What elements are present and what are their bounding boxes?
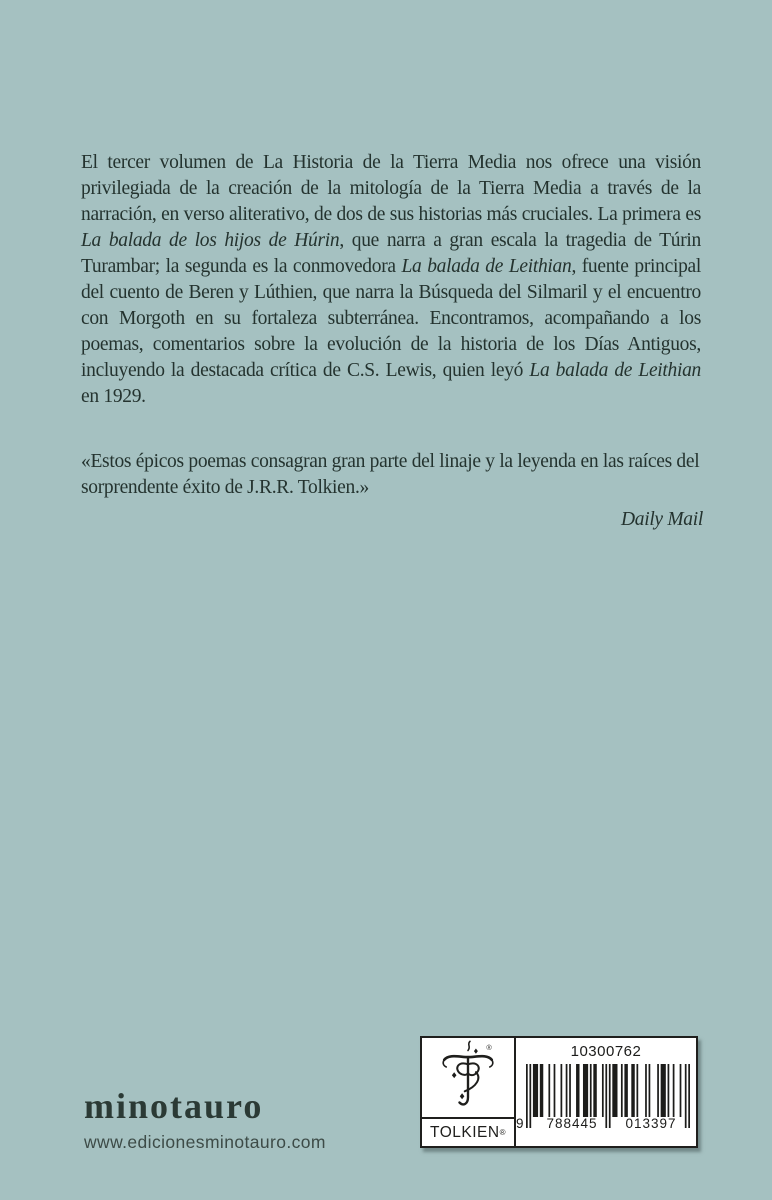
barcode-wrap: [516, 1062, 696, 1140]
isbn-check-digit: 9: [516, 1116, 524, 1131]
monogram-registered-mark: ®: [486, 1042, 492, 1052]
synopsis-text: El tercer volumen de La Historia de la Tierra Media nos ofrece una visión privilegiada de la creación de la mitología de la Tierra Media a través de la narración, en verso aliterativo, de dos de sus historias más cruciales. La primera es La balada de los hijos de Húrin, que narra a gran escala la tragedia de Túrin Turambar; la segunda es la conmovedora La balada de Leithian, fuente principal del cuento de Beren y Lúthien, que narra la Búsqueda del Silmaril y el encuentro con Morgoth en su fortaleza subterránea. Encontramos, acompañando a los poemas, comentarios sobre la evolución de la historia de los Días Antiguos, incluyendo la destacada crítica de C.S. Lewis, quien leyó La balada de Leithian en 1929.: [81, 151, 701, 407]
tolkien-brand-text: TOLKIEN: [430, 1123, 500, 1141]
publisher-logo: minotauro: [84, 1086, 264, 1126]
isbn-box: [420, 1036, 698, 1148]
tolkien-monogram-area: [422, 1038, 514, 1119]
isbn-number: [516, 1116, 696, 1131]
tolkien-brand-label: TOLKIEN ®: [430, 1123, 506, 1141]
review-quote: «Estos épicos poemas consagran gran parte del linaje y la leyenda en las raíces del sorprendente éxito de J.R.R. Tolkien.»: [81, 451, 700, 498]
publisher-block: [84, 1088, 326, 1153]
review-quote-block: [81, 449, 703, 533]
review-attribution: Daily Mail: [620, 509, 703, 530]
isbn-group-right: 013397: [625, 1116, 677, 1131]
isbn-group-left: 788445: [546, 1116, 598, 1131]
tolkien-monogram-icon: [435, 1038, 501, 1117]
tolkien-logo-cell: [422, 1038, 516, 1146]
barcode-cell: [516, 1038, 696, 1146]
publisher-website: www.edicionesminotauro.com: [84, 1132, 326, 1152]
product-code: 10300762: [570, 1043, 642, 1060]
